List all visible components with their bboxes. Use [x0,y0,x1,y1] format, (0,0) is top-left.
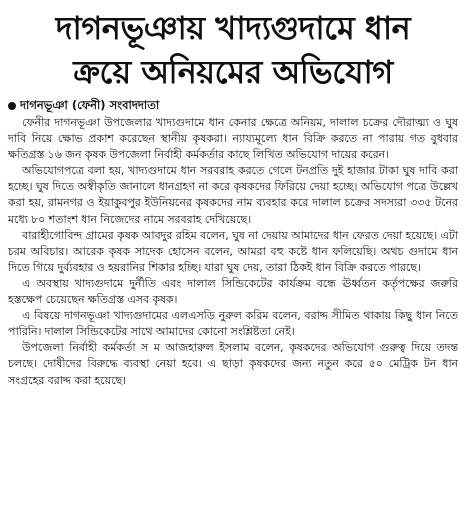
paragraph-6: উপজেলা নির্বাহী কর্মকর্তা স ম আজহারুল ইসলাম বলেন, কৃষকদের অভিযোগ গুরুত্ব দিয়ে তদন্ত চলছে। দোষীদের বিরুদ্ধে ব্যবস্থা নেয়া হবে। এ ছাড়া কৃষকদের জন্য নতুন করে ৫০ মেট্রিক টন ধান সংগ্রহের বরাদ্দ করা হয়েছে। [8,341,458,387]
headline-line-2: ক্রয়ে অনিয়মের অভিযোগ [73,53,393,91]
paragraph-1: ফেনীর দাগনভূঞা উপজেলার খাদ্যগুদামে ধান কেনার ক্ষেত্রে অনিয়ম, দালাল চক্রের দৌরাত্ম্য ও ঘুষ দাবি নিয়ে ক্ষোভ প্রকাশ করেছেন স্থানীয় কৃষকরা। ন্যায্যমূল্যে ধান বিক্রি করতে না পারায় গত বুধবার ক্ষতিগ্রস্ত ১৬ জন কৃষক উপজেলা নির্বাহী কর্মকর্তার কাছে লিখিত অভিযোগ দায়ের করেন। [8,116,458,162]
headline-line-1: দাগনভূঞায় খাদ্যগুদামে ধান [55,9,411,47]
article-body [8,115,458,389]
paragraph-5: এ বিষয়ে দাগনভূঞা খাদ্যগুদামের এলএসডি নুরুল করিম বলেন, বরাদ্দ সীমিত থাকায় কিছু ধান নিতে পারিনি। দালাল সিন্ডিকেটের সাথে আমাদের কোনো সংশ্লিষ্টতা নেই। [8,309,458,339]
paragraph-2: অভিযোগপত্রে বলা হয়, খাদ্যগুদামে ধান সরবরাহ করতে গেলে টনপ্রতি দুই হাজার টাকা ঘুষ দাবি করা হচ্ছে। ঘুষ দিতে অস্বীকৃতি জানালে ধানগ্রহণ না করে কৃষকদের ফিরিয়ে দেয়া হচ্ছে। অভিযোগ পত্রে উল্লেখ করা হয়, রামনগর ও ইয়াকুবপুর ইউনিয়নের কৃষকদের নাম ব্যবহার করে দালাল চক্রের সদস্যরা ৩৩৫ টনের মধ্যে ৮০ শতাংশ ধান নিজেদের নামে সরবরাহ দেখিয়েছে। [8,164,458,226]
headline [0,0,466,94]
byline [8,98,466,113]
paragraph-4: এ অবস্থায় খাদ্যগুদামে দুর্নীতি এবং দালাল সিন্ডিকেটের কার্যক্রম বন্ধে ঊর্ধ্বতন কর্তৃপক্ষের জরুরি হস্তক্ষেপ চেয়েছেন ক্ষতিগ্রস্ত এসব কৃষক। [8,276,458,307]
bullet-icon [8,102,16,110]
paragraph-3: বারাহীগোবিন্দ গ্রামের কৃষক আবদুর রহিম বলেন, ঘুষ না দেয়ায় আমাদের ধান ফেরত দেয়া হয়েছে। এটা চরম অবিচার। আরেক কৃষক সাদেক হোসেন বলেন, আমরা বহু কষ্টে ধান ফলিয়েছি। অথচ গুদামে ধান দিতে গিয়ে দুর্ব্যবহার ও হয়রানির শিকার হচ্ছি। যারা ঘুষ দেয়, তারা ঠিকই ধান বিক্রি করতে পারছে। [8,228,458,274]
byline-text: দাগনভূঞা (ফেনী) সংবাদদাতা [20,98,160,112]
